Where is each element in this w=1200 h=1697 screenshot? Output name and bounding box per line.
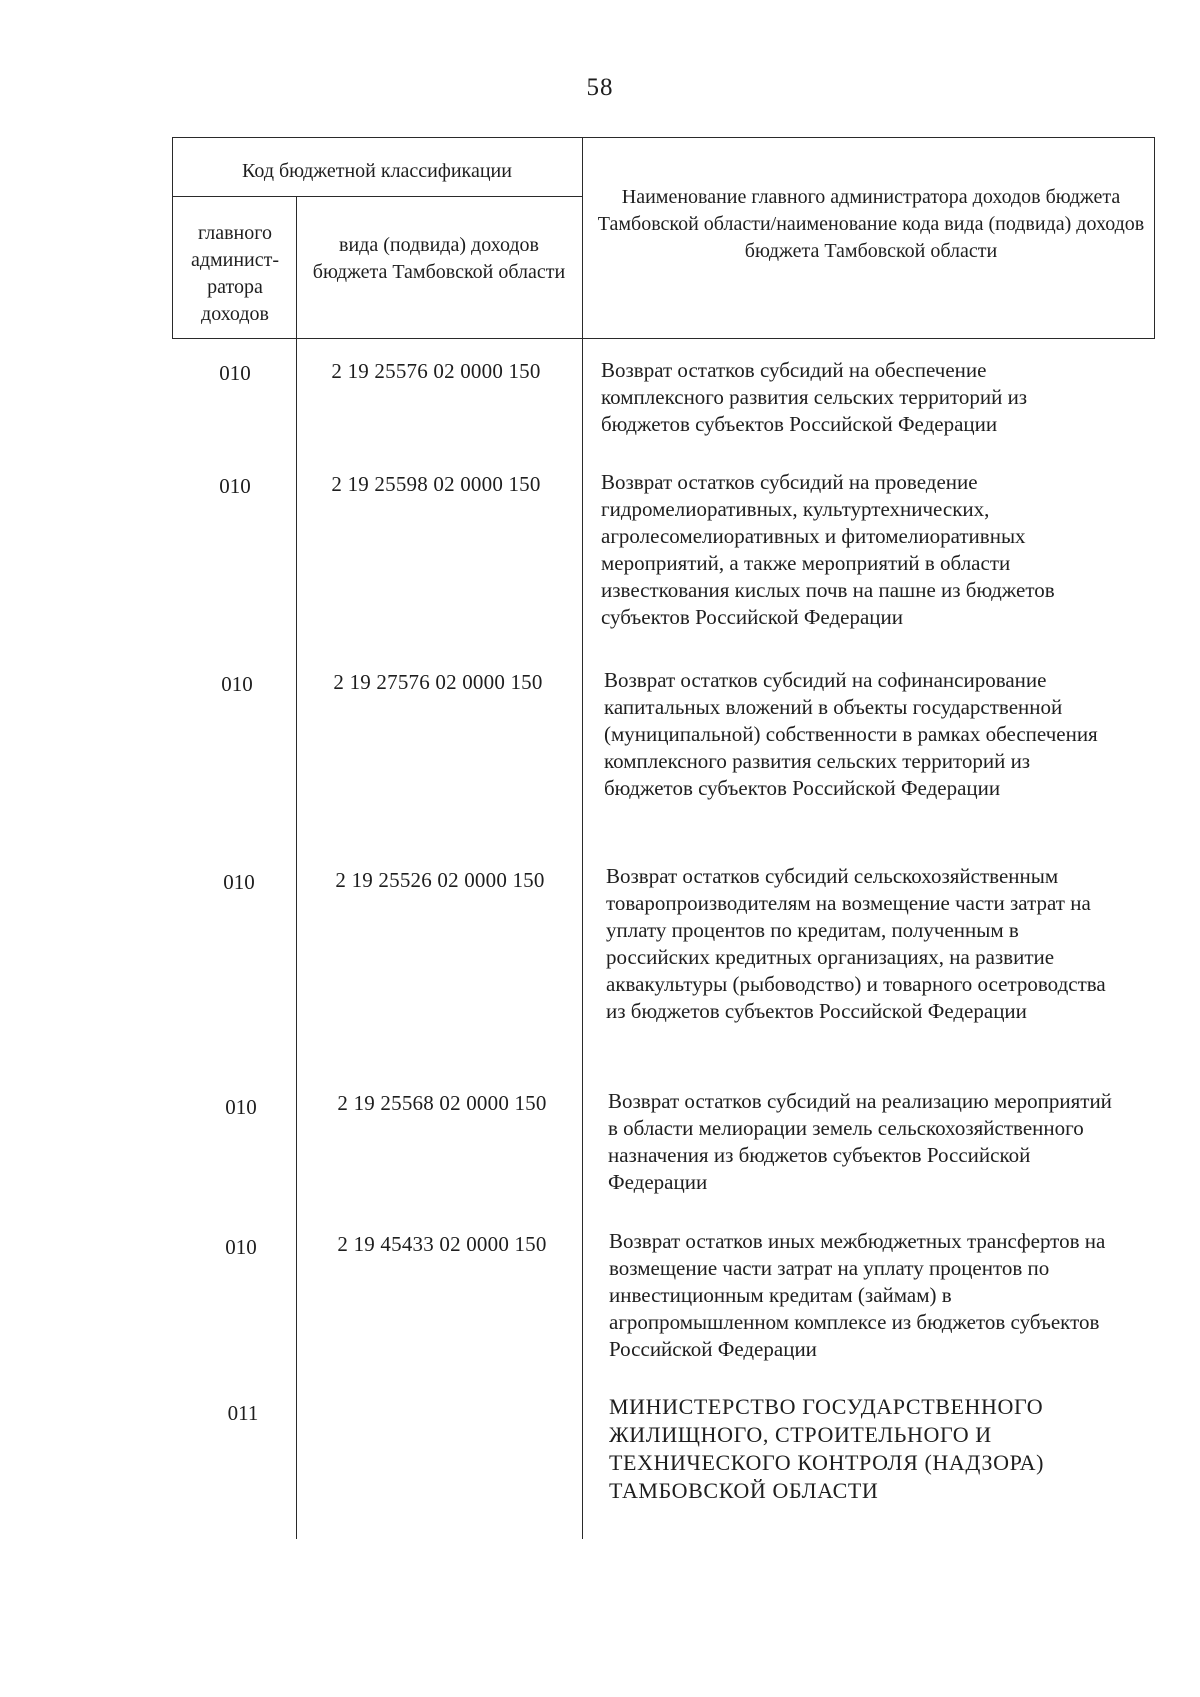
page-number: 58 [586, 74, 614, 101]
row-income-code: 2 19 25526 02 0000 150 [335, 868, 545, 892]
row-admin-code: 010 [219, 474, 251, 498]
row-admin-code: 011 [227, 1401, 259, 1425]
row-description: Возврат остатков субсидий на реализацию мероприятий в области мелиорации земель сельскохозяйственного назначения из бюджетов субъектов Российской Федерации [608, 1089, 1112, 1194]
row-income-code: 2 19 25598 02 0000 150 [331, 472, 541, 496]
row-admin-code: 010 [219, 361, 251, 385]
row-description: Возврат остатков субсидий на обеспечение комплексного развития сельских территорий из бюджетов субъектов Российской Федерации [601, 358, 1028, 436]
header-bottom-border [172, 338, 1155, 339]
row-description: Возврат остатков субсидий на проведение гидромелиоративных, культуртехнических, агролесомелиоративных и фитомелиоративных мероприятий, а также мероприятий в области известкования кислых почв на пашне из бюджетов субъектов Российской Федерации [601, 470, 1055, 629]
row-income-code: 2 19 27576 02 0000 150 [333, 670, 543, 694]
row-admin-code: 010 [225, 1095, 257, 1119]
header-admin-column: главного админист-ратора доходов [190, 222, 280, 325]
row-description: Возврат остатков субсидий на софинансирование капитальных вложений в объекты государственной (муниципальной) собственности в рамках обеспечения комплексного развития сельских территорий из бюджетов субъектов Российской Федерации [604, 668, 1098, 800]
row-admin-code: 010 [223, 870, 255, 894]
row-description: Возврат остатков субсидий сельскохозяйственным товаропроизводителям на возмещение части затрат на уплату процентов по кредитам, полученным в российских кредитных организациях, на развитие аквакультуры (рыбоводство) и товарного осетроводства из бюджетов субъектов Российской Федерации [606, 864, 1106, 1023]
row-description: Возврат остатков иных межбюджетных трансфертов на возмещение части затрат на уплату процентов по инвестиционным кредитам (займам) в агропромышленном комплексе из бюджетов субъектов Российской Федерации [609, 1229, 1106, 1361]
header-top-border [172, 137, 1155, 138]
row-admin-code: 010 [225, 1235, 257, 1259]
header-group-divider [172, 196, 582, 197]
row-income-code: 2 19 25576 02 0000 150 [331, 359, 541, 383]
row-income-code: 2 19 45433 02 0000 150 [337, 1232, 547, 1256]
header-right-border [1154, 137, 1155, 338]
header-group-title: Код бюджетной классификации [242, 160, 512, 182]
row-admin-code: 010 [221, 672, 253, 696]
header-name-column: Наименование главного администратора доходов бюджета Тамбовской области/наименование кода вида (подвида) доходов бюджета Тамбовской области [597, 186, 1145, 262]
column-divider-2 [582, 137, 583, 1539]
column-divider-1 [296, 196, 297, 1539]
row-income-code: 2 19 25568 02 0000 150 [337, 1091, 547, 1115]
header-income-code-column: вида (подвида) доходов бюджета Тамбовской области [312, 234, 566, 283]
row-description-ministry: МИНИСТЕРСТВО ГОСУДАРСТВЕННОГО ЖИЛИЩНОГО, СТРОИТЕЛЬНОГО И ТЕХНИЧЕСКОГО КОНТРОЛЯ (НАДЗОРА) ТАМБОВСКОЙ ОБЛАСТИ [609, 1394, 1045, 1503]
